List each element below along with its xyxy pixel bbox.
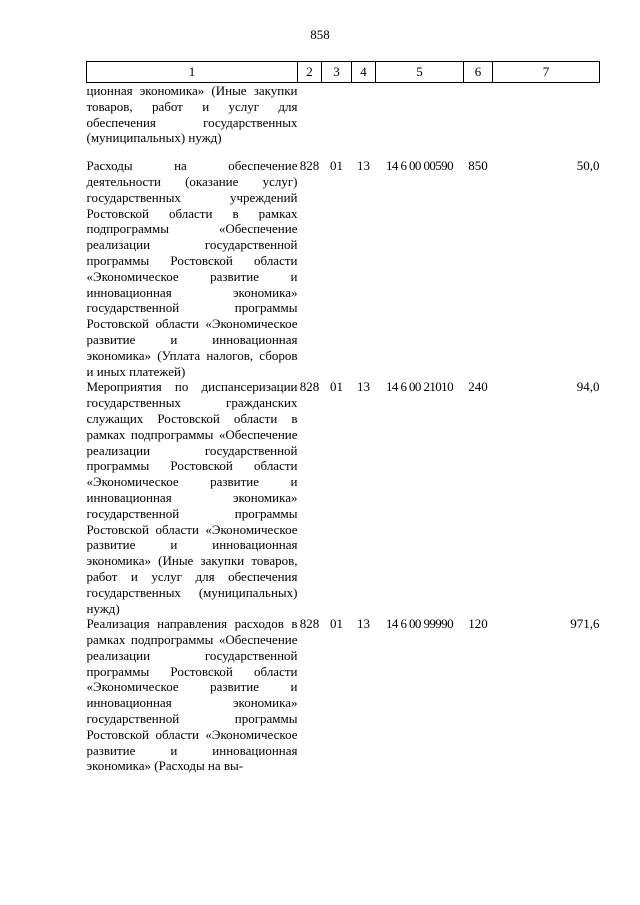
row-ministry-code <box>298 83 322 159</box>
row-description: Расходы на обеспечение деятельности (оказание услуг) государственных учреждений Ростовской области в рамках подпрограммы «Обеспечение реализации государственной программы Ростовской области «Экономическое развитие и инновационная экономика» государственной программы Ростовской области «Экономическое развитие и инновационная экономика» (Уплата налогов, сборов и иных платежей) <box>86 158 298 379</box>
row-amount: 94,0 <box>576 379 600 395</box>
row-expense-type <box>464 83 493 159</box>
row-subsection-code: 13 <box>357 379 370 395</box>
header-col-5: 5 <box>376 62 464 83</box>
table-row <box>87 158 600 379</box>
row-target-article: 14 6 00 00590 <box>386 158 453 174</box>
header-col-6: 6 <box>464 62 493 83</box>
row-subsection-code: 13 <box>357 616 370 632</box>
row-target-article: 14 6 00 99990 <box>386 616 453 632</box>
row-ministry-code: 828 <box>299 158 320 174</box>
row-expense-type: 240 <box>468 379 488 395</box>
table-row <box>87 616 600 774</box>
row-expense-type: 120 <box>468 616 488 632</box>
table-row <box>87 379 600 616</box>
page-number: 858 <box>310 27 330 42</box>
row-amount: 971,6 <box>570 616 600 632</box>
row-section-code: 01 <box>330 616 343 632</box>
row-section-code: 01 <box>330 379 343 395</box>
row-ministry-code: 828 <box>299 379 320 395</box>
row-target-article: 14 6 00 21010 <box>386 379 453 395</box>
header-col-4: 4 <box>352 62 376 83</box>
header-col-7: 7 <box>493 62 600 83</box>
row-expense-type: 850 <box>468 158 488 174</box>
row-description: Реализация направления расходов в рамках подпрограммы «Обеспечение реализации государственной программы Ростовской области «Экономическое развитие и инновационная экономика» государственной программы Ростовской области «Экономическое развитие и инновационная экономика» (Расходы на вы- <box>86 616 298 774</box>
row-amount <box>493 83 600 159</box>
row-description: Мероприятия по диспансеризации государственных гражданских служащих Ростовской области в рамках подпрограммы «Обеспечение реализации государственной программы Ростовской области «Экономическое развитие и инновационная экономика» государственной программы Ростовской области «Экономическое развитие и инновационная экономика» (Иные закупки товаров, работ и услуг для обеспечения государственных (муниципальных) нужд) <box>86 379 298 616</box>
row-amount: 50,0 <box>576 158 600 174</box>
header-col-2: 2 <box>298 62 322 83</box>
row-ministry-code: 828 <box>299 616 320 632</box>
header-row <box>87 62 600 83</box>
row-target-article <box>376 83 464 159</box>
row-description: ционная экономика» (Иные закупки товаров, работ и услуг для обеспечения государственных (муниципальных) нужд) <box>86 83 298 146</box>
row-subsection-code <box>352 83 376 159</box>
budget-table <box>86 61 600 774</box>
row-section-code: 01 <box>330 158 343 174</box>
row-subsection-code: 13 <box>357 158 370 174</box>
row-section-code <box>322 83 352 159</box>
table-row <box>87 83 600 159</box>
header-col-3: 3 <box>322 62 352 83</box>
header-col-1: 1 <box>87 62 298 83</box>
